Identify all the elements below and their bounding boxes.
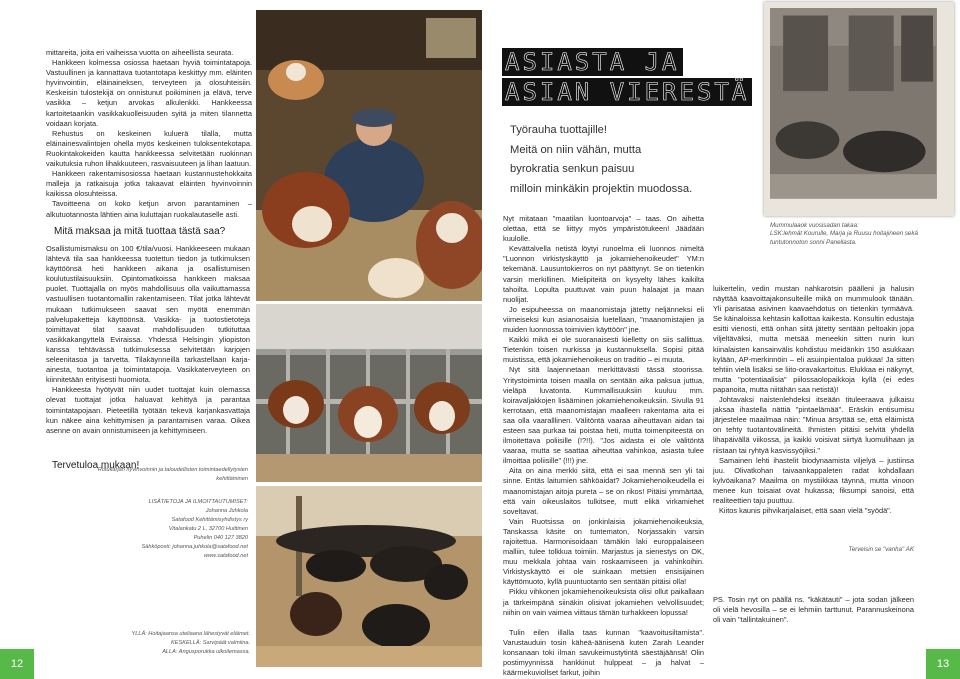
paragraph: Jo esipuheessa on maanomistaja jätetty neljänneksi eli viimeiseksi kun asianosaisia luetellaan, "maanomistajien ja muiden luonnossa toimivien käyttöön" jne. xyxy=(503,304,704,335)
intro-line: Työrauha tuottajille! xyxy=(510,124,608,136)
caption-line: YLLÄ: Hoitajaansa uteliaana lähestyvät eläimet. xyxy=(131,631,250,637)
paragraph: Kaikki mikä ei ole suoranaisesti kielletty on siis sallittua. Tietenkin toisen nurkissa ja kustannuksella. Sopisi pitää muistissa, että jokamiehenoikeus on traditio – ei muuta. xyxy=(503,335,704,365)
paragraph: Nyt mitataan "maatilan luontoarvoja" – taas. On aihetta olettaa, että se liittyy myös ympäristötukeen! Jäädään kuulolle. xyxy=(503,214,704,244)
paragraph: luikertelin, vedin mustan nahkarotsin päälleni ja halusin näyttää kaavoittajakonsulteille mikä on mummulook tänään. Yli parisataa asivinen kaavaehdotus on tietenkin tyrmäävä. Se käinaloissa kehtasin kallottaa kaikesta. Konsultin edustaja esitti vienosti, että onhan siitä jätetty sentään peltoakin jopa viljeltäväksi, mutta metsää meneekin sitten nurin kun kiinalaisten kansainvälis kohdistuu meidänkin 150 asukkaan kylään, AP-merkinnöin – eli asuinpientaloa pukkaa! Ja sitten tehtiin vielä lisäksi se liito-oravakartoitus. Elukkaa ei näkynyt, mutta "potentiaalisia" piilossaolopaikkoja kyllä (ei edes papanoita, mutta niitähän saa netistä)! xyxy=(713,284,914,394)
paragraph: Kiitos kaunis pihvikarjalaiset, että saan vielä "syödä". xyxy=(719,506,892,516)
page-number-left: 12 xyxy=(0,649,34,679)
caption-line: LSK:lehmät Kourulle, Marja ja Ruusu hoitajineen sekä xyxy=(770,230,918,238)
intro-block xyxy=(510,121,750,199)
page-number-right: 13 xyxy=(926,649,960,679)
contact-info xyxy=(66,498,248,561)
paragraph: Tavoitteena on koko ketjun arvon parantaminen – alkutuotannosta lähtien aina kuluttajan ruokalautaselle asti. xyxy=(46,199,252,219)
headline-line: ASIAN VIERESTÄ xyxy=(502,78,752,106)
paragraph: Hankkeen kolmessa osiossa haetaan hyviä toimintatapoja. Vastuullinen ja kannattava tuotantotapa keskittyy mm. eläinten hyvinvointiin, eläinaineksen, terveyteen ja olosuhteisiin. Keskeisin tulostekijä on onnistunut poikiminen ja elävä, terve vasikka – ketjun arvokas alkulenkki. Hankkeessa kartoitetaankin vasikkakuolleisuuden syitä ja miten tilannetta voidaan korjata. xyxy=(46,58,252,128)
intro-line: milloin minkäkin projektin muodossa. xyxy=(510,182,693,195)
contact-line: Sähköposti: johanna.juhkola@satafood.net xyxy=(141,544,248,550)
headline-line: ASIASTA JA xyxy=(502,48,683,76)
left-body-column xyxy=(46,226,250,471)
contact-line: Vitalankatu 2 L, 32700 Huittinen xyxy=(168,526,248,532)
intro-line: Meitä on niin vähän, mutta xyxy=(510,143,642,156)
paragraph: Tulin eilen illalla taas kunnan "kaavoitusiltamista". Varustauduin tosin käheä-äänisenä kuten Zarah Leander konsanaan toki ilman savukeimustytintä säestäjäänsä! Olin postimyynnissä hankkinut hulppeat – ja halvat – käärmekuviollset farkut, joihin xyxy=(503,627,704,678)
paragraph: Samainen lehti ihastelit biodynaamista viljelyä – justiinsa juu. Olivatkohan taivaankappaleten radat kohdallaan kylvöaikana? Maailma on mystiikkaa täynnä, mutta vinoon menee kun toisaiat ovat hukassa; fiksumpi sanoisi, että realiteettien taju puuttuu. xyxy=(713,455,914,505)
section-heading: Mitä maksaa ja mitä tuottaa tästä saa? xyxy=(54,226,226,237)
caption-line: KESKELLÄ: Sarvipäät valmiina. xyxy=(171,640,250,646)
intro-paragraphs xyxy=(46,48,252,220)
project-name: Rotukarjan hyvinvoinnin ja taloudellisten toimintaedellytysten kehittäminen xyxy=(97,467,248,482)
headline xyxy=(502,48,762,108)
paragraph: Hankkeesta hyötyvät niin uudet tuottajat kuin olemassa olevat tuottajat jotka haluavat kehittyä ja parantaa toimintatapojaan. Pieteetillä työtään tekevä karjankasvattaja kun näkee aina kehittymisen ja parantamisen varaa. Oikea asenne on avain onnistumiseen ja kehittymiseen. xyxy=(46,385,250,435)
paragraph: Kevättalvella netistä löytyi runoelma eli luonnos nimeltä "Luonnon virkistyskäyttö ja jokamiehenoikeudet" YM:n tekemänä. Lausuntokierros on nyt päättynyt. Se on tietenkin varsin merkillinen. Mielipiteitä on kysyelty lähes kaikilta tahoilta. Lopulta puuttuvat vain puun halaajat ja maan nuolijat. xyxy=(503,244,704,304)
signoff: Terveisin se "vanha" AK xyxy=(848,546,914,554)
body-paragraphs xyxy=(46,244,250,436)
paragraph: mittareita, joita eri vaiheissa vuotta on aiheellista seurata. xyxy=(46,48,234,57)
intro-line: byrokratia senkun paisuu xyxy=(510,163,635,175)
paragraph: Johtavaksi naistenlehdeksi itseään tituleeraava julkaisu jaksaa ihastella nättiä "pintaelämää". Eräskin entisumisu järjestelee maailmaa näin: "Minua ärsyttää se, että eläimistä on tehty tuotantovälineitä. Ihmisten pitäisi selvitä yhdellä lihapäivällä viikossa, ja kaikki voisivat siirtyä luomulihaan ja riistaan tai ryhtyä kasvissyöjiksi." xyxy=(713,395,914,455)
caption-line: ALLA: Angusporukka ulkoilemassa. xyxy=(162,649,250,655)
body-paragraphs xyxy=(713,284,914,516)
paragraph: Vain Ruotsissa on jonkinlaisia jokamiehenoikeuksia, Tanskassa käsite on tuntematon, Norjassakin varsin rajoitettua. Harmonisoidaan tämäkin laki europpalaiseen malliin, tulee tolkkua toimiin. Marjastus ja sienestys on OK, muu mekkala johtaa vain roskaamiseen ja vahinkoihin. Virkistyskäyttö ei ole suinkaan metsien ensisijainen käyttömuoto, kyllä puuntuotanto sen sentään pitäisi olla! xyxy=(503,516,704,587)
paragraph: Nyt sitä laajennetaan merkittävästi tässä stoorissa. Yritystoiminta toisen maalla on sentään aika paksua juttua, vieläpä luvatonta. Kummallisuuksiin kuuluu mm. koiravaljakkojen lisääminen jokamiehenoikeuksiin. Sivulla 91 kerrotaan, että maanomistajan maalleen rakentama aita ei saa olla vaaralllinen. Välitöntä vaaraa aiheuttavan aidan tai esteen saa purkaa tai poistaa heti, mutta toimenpiteestä on ilmoitettava poliisille (!?!!). "Jos aidasta ei ole välitöntä vaaraa, mutta se saattaa aiheuttaa vahinkoa, asiasta tulee ilmoittaa poliisille" (!!!) jne. xyxy=(503,365,704,466)
contact-line: Johanna Juhkola xyxy=(205,508,248,514)
postscript: PS. Tosin nyt on päällä ns. "käkätauti" – jota sodan jälkeen oli vielä hevosilla – se ei lehmiin tarttunut. Parannuskeinona oli vain "tallintakuinen". xyxy=(713,594,914,624)
paragraph: Aita on aina merkki siitä, että ei saa mennä sen yli tai sinne. Entäs laitumien sähköaidat? Jokamiehenoikeudella ei maanomistajan aitoja pureta – se on rikos! Pitäisi ymmärtää, että vain oikeuslaitos tulkitsee, mutt elikä virkamiehet soveltavat. xyxy=(503,466,704,516)
headline-lines xyxy=(502,48,762,108)
right-body-column-1 xyxy=(503,214,704,678)
contact-line: www.satafood.net xyxy=(203,553,248,559)
cattle-photo-top xyxy=(256,10,482,301)
section-heading: Tervetuloa mukaan! xyxy=(52,459,140,471)
body-paragraphs xyxy=(503,214,704,678)
paragraph: Osallistumismaksu on 100 €/tila/vuosi. Hankkeeseen mukaan lähtevä tila saa hankkeessa tuotettun tiedon ja tutkimuksen käyttöönsä heti hankkeen aikana ja osallistumisen koulutustilaisuuksiin. Opintomatkoissa hankkeen maksaa puolet. Tuottajalla on myös mahdollisuus olla vaikuttamassa vastuullisen tuotantomallin rakentamiseen. Tilat jotka lähtevät mukaan tutkimukseen saavat sen myötä enemmän palvelupaketteja käyttöönsä. Vasikka- ja tuotostietoteja toimittavat tilat saavat mahdollisuuden tutkituttaa vasikkakangyttelä Eviraissa. Yhdessä Helsingin yliopiston kanssa tehtävässä tutkimuksessa selvitetään karjojen seleenitasoa ja tarvetta. Tilakäynneillä tarkastellaan karja-ainesta, tuotantoa ja toimintatapoja. Vasikkaterveyteen on kiinnitetään erityisesti huomiota. xyxy=(46,244,250,385)
contact-line: Satafood Kehittämisyhdistys ry xyxy=(171,517,248,523)
right-body-column-2 xyxy=(713,284,914,625)
photo-caption-right xyxy=(770,222,930,247)
signature-block xyxy=(66,466,248,561)
paragraph: Hankkeen rakentamisosiossa haetaan kustannustehokkaita malleja ja ratkaisuja jotka takaavat eläinten hyvinvoinnin kaikissa olosuhteissa. xyxy=(46,169,252,199)
caption-line: tuntutonnoton sonni Panellasta. xyxy=(770,238,857,246)
vintage-photo-frame xyxy=(764,2,954,216)
paragraph: Pikku vihkonen jokamiehenoikeuksista olisi ollut paikallaan ja tärkeimpänä siinäkin olisivat jokamiehen velvollisuudet; niihin on vain vaimea viittaus tämän turhakkeen lopussa! xyxy=(503,587,704,617)
paragraph: Rehustus on keskeinen kuluerä tilalla, mutta eläinainesvalintojen ohella myös keskeinen tuloksentekotapa. Ruokintakokeiden kautta hankkeessa selvitetään ruokinnan vaikutuksia ruhon lihakkuuteen, rasvaisuuteen ja lihan laatuun. xyxy=(46,128,252,169)
contact-line: LISÄTIETOJA JA ILMOITTAUTUMISET: xyxy=(148,499,248,505)
left-intro-column xyxy=(46,48,252,220)
photo-caption-left xyxy=(118,630,250,657)
cattle-photo-bottom xyxy=(256,486,482,667)
cattle-photo-middle xyxy=(256,304,482,482)
caption-line: Mummulaaok vuosisadan takaa: xyxy=(770,222,859,229)
contact-line: Puhelin 040 127 3820 xyxy=(193,535,248,541)
